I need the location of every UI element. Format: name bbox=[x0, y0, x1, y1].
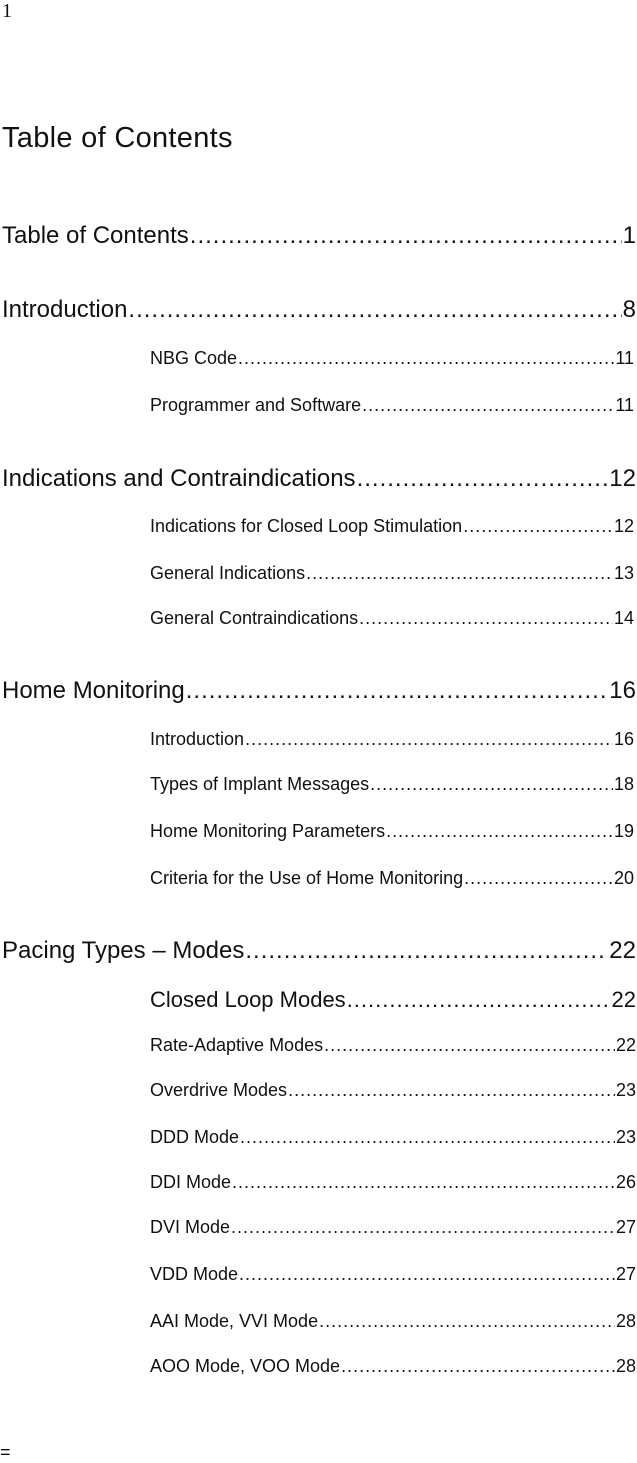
toc-entry-programmer-and-software[interactable] bbox=[150, 395, 634, 416]
toc-entry-dvi-mode[interactable] bbox=[150, 1217, 636, 1238]
toc-entry-page: 14 bbox=[613, 608, 634, 628]
toc-entry-label: Home Monitoring Parameters bbox=[150, 821, 386, 841]
toc-entry-pacing-types-modes[interactable] bbox=[2, 937, 636, 965]
toc-entry-label: Introduction bbox=[150, 729, 245, 749]
toc-entry-page: 12 bbox=[613, 516, 634, 536]
toc-entry-label: Home Monitoring bbox=[2, 677, 185, 704]
toc-entry-page: 22 bbox=[615, 1035, 636, 1055]
toc-entry-page: 1 bbox=[622, 222, 636, 249]
toc-entry-label: Criteria for the Use of Home Monitoring bbox=[150, 868, 464, 888]
toc-entry-label: Introduction bbox=[2, 296, 128, 323]
toc-entry-closed-loop-modes[interactable] bbox=[150, 987, 636, 1013]
toc-entry-rate-adaptive-modes[interactable] bbox=[150, 1035, 636, 1056]
toc-entry-page: 16 bbox=[613, 729, 634, 749]
toc-entry-label: Programmer and Software bbox=[150, 395, 362, 415]
toc-entry-nbg-code[interactable] bbox=[150, 348, 634, 369]
toc-entry-indications-closed-loop[interactable] bbox=[150, 516, 634, 537]
toc-entry-label: Indications for Closed Loop Stimulation bbox=[150, 516, 463, 536]
toc-entry-label: AAI Mode, VVI Mode bbox=[150, 1311, 319, 1331]
toc-entry-label: Overdrive Modes bbox=[150, 1080, 288, 1100]
toc-entry-page: 22 bbox=[609, 937, 636, 964]
toc-entry-page: 11 bbox=[615, 348, 634, 368]
toc-entry-page: 8 bbox=[622, 296, 636, 323]
toc-entry-home-monitoring[interactable] bbox=[2, 677, 636, 705]
toc-entry-label: AOO Mode, VOO Mode bbox=[150, 1356, 341, 1376]
toc-entry-label: General Indications bbox=[150, 563, 306, 583]
toc-entry-table-of-contents[interactable] bbox=[2, 222, 636, 250]
toc-entry-label: Closed Loop Modes bbox=[150, 987, 346, 1012]
toc-entry-label: Indications and Contraindications bbox=[2, 465, 356, 492]
toc-entry-page: 19 bbox=[613, 821, 634, 841]
footer-mark: = bbox=[0, 1442, 11, 1462]
page-title: Table of Contents bbox=[2, 122, 233, 154]
toc-entry-ddd-mode[interactable] bbox=[150, 1127, 636, 1148]
toc-entry-label: NBG Code bbox=[150, 348, 238, 368]
toc-entry-ddi-mode[interactable] bbox=[150, 1172, 636, 1193]
toc-entry-page: 12 bbox=[609, 465, 636, 492]
toc-entry-general-contraindications[interactable] bbox=[150, 608, 634, 629]
toc-entry-page: 11 bbox=[615, 395, 634, 415]
toc-entry-page: 27 bbox=[615, 1217, 636, 1237]
toc-entry-page: 16 bbox=[609, 677, 636, 704]
toc-entry-page: 27 bbox=[615, 1264, 636, 1284]
toc-entry-aoo-voo-mode[interactable] bbox=[150, 1356, 636, 1377]
toc-entry-label: Types of Implant Messages bbox=[150, 774, 370, 794]
toc-entry-page: 22 bbox=[611, 987, 636, 1012]
toc-entry-label: VDD Mode bbox=[150, 1264, 239, 1284]
toc-entry-label: Rate-Adaptive Modes bbox=[150, 1035, 324, 1055]
toc-entry-page: 28 bbox=[615, 1356, 636, 1376]
toc-entry-general-indications[interactable] bbox=[150, 563, 634, 584]
toc-entry-hm-introduction[interactable] bbox=[150, 729, 634, 750]
toc-entry-types-of-implant-messages[interactable] bbox=[150, 774, 634, 795]
toc-entry-page: 20 bbox=[613, 868, 634, 888]
toc-entry-label: DDD Mode bbox=[150, 1127, 240, 1147]
toc-entry-label: DVI Mode bbox=[150, 1217, 231, 1237]
toc-entry-label: Table of Contents bbox=[2, 222, 189, 249]
toc-entry-page: 23 bbox=[615, 1080, 636, 1100]
toc-entry-overdrive-modes[interactable] bbox=[150, 1080, 636, 1101]
toc-entry-indications-and-contraindications[interactable] bbox=[2, 465, 636, 493]
toc-entry-page: 13 bbox=[613, 563, 634, 583]
toc-entry-label: General Contraindications bbox=[150, 608, 359, 628]
toc-entry-label: DDI Mode bbox=[150, 1172, 232, 1192]
toc-entry-page: 28 bbox=[615, 1311, 636, 1331]
toc-entry-aai-vvi-mode[interactable] bbox=[150, 1311, 636, 1332]
toc-entry-criteria-home-monitoring[interactable] bbox=[150, 868, 634, 889]
toc-entry-introduction[interactable] bbox=[2, 296, 636, 324]
page-number: 1 bbox=[2, 0, 12, 22]
toc-entry-home-monitoring-parameters[interactable] bbox=[150, 821, 634, 842]
toc-entry-label: Pacing Types – Modes bbox=[2, 937, 245, 964]
toc-entry-page: 18 bbox=[613, 774, 634, 794]
toc-entry-page: 23 bbox=[615, 1127, 636, 1147]
toc-entry-vdd-mode[interactable] bbox=[150, 1264, 636, 1285]
toc-entry-page: 26 bbox=[615, 1172, 636, 1192]
